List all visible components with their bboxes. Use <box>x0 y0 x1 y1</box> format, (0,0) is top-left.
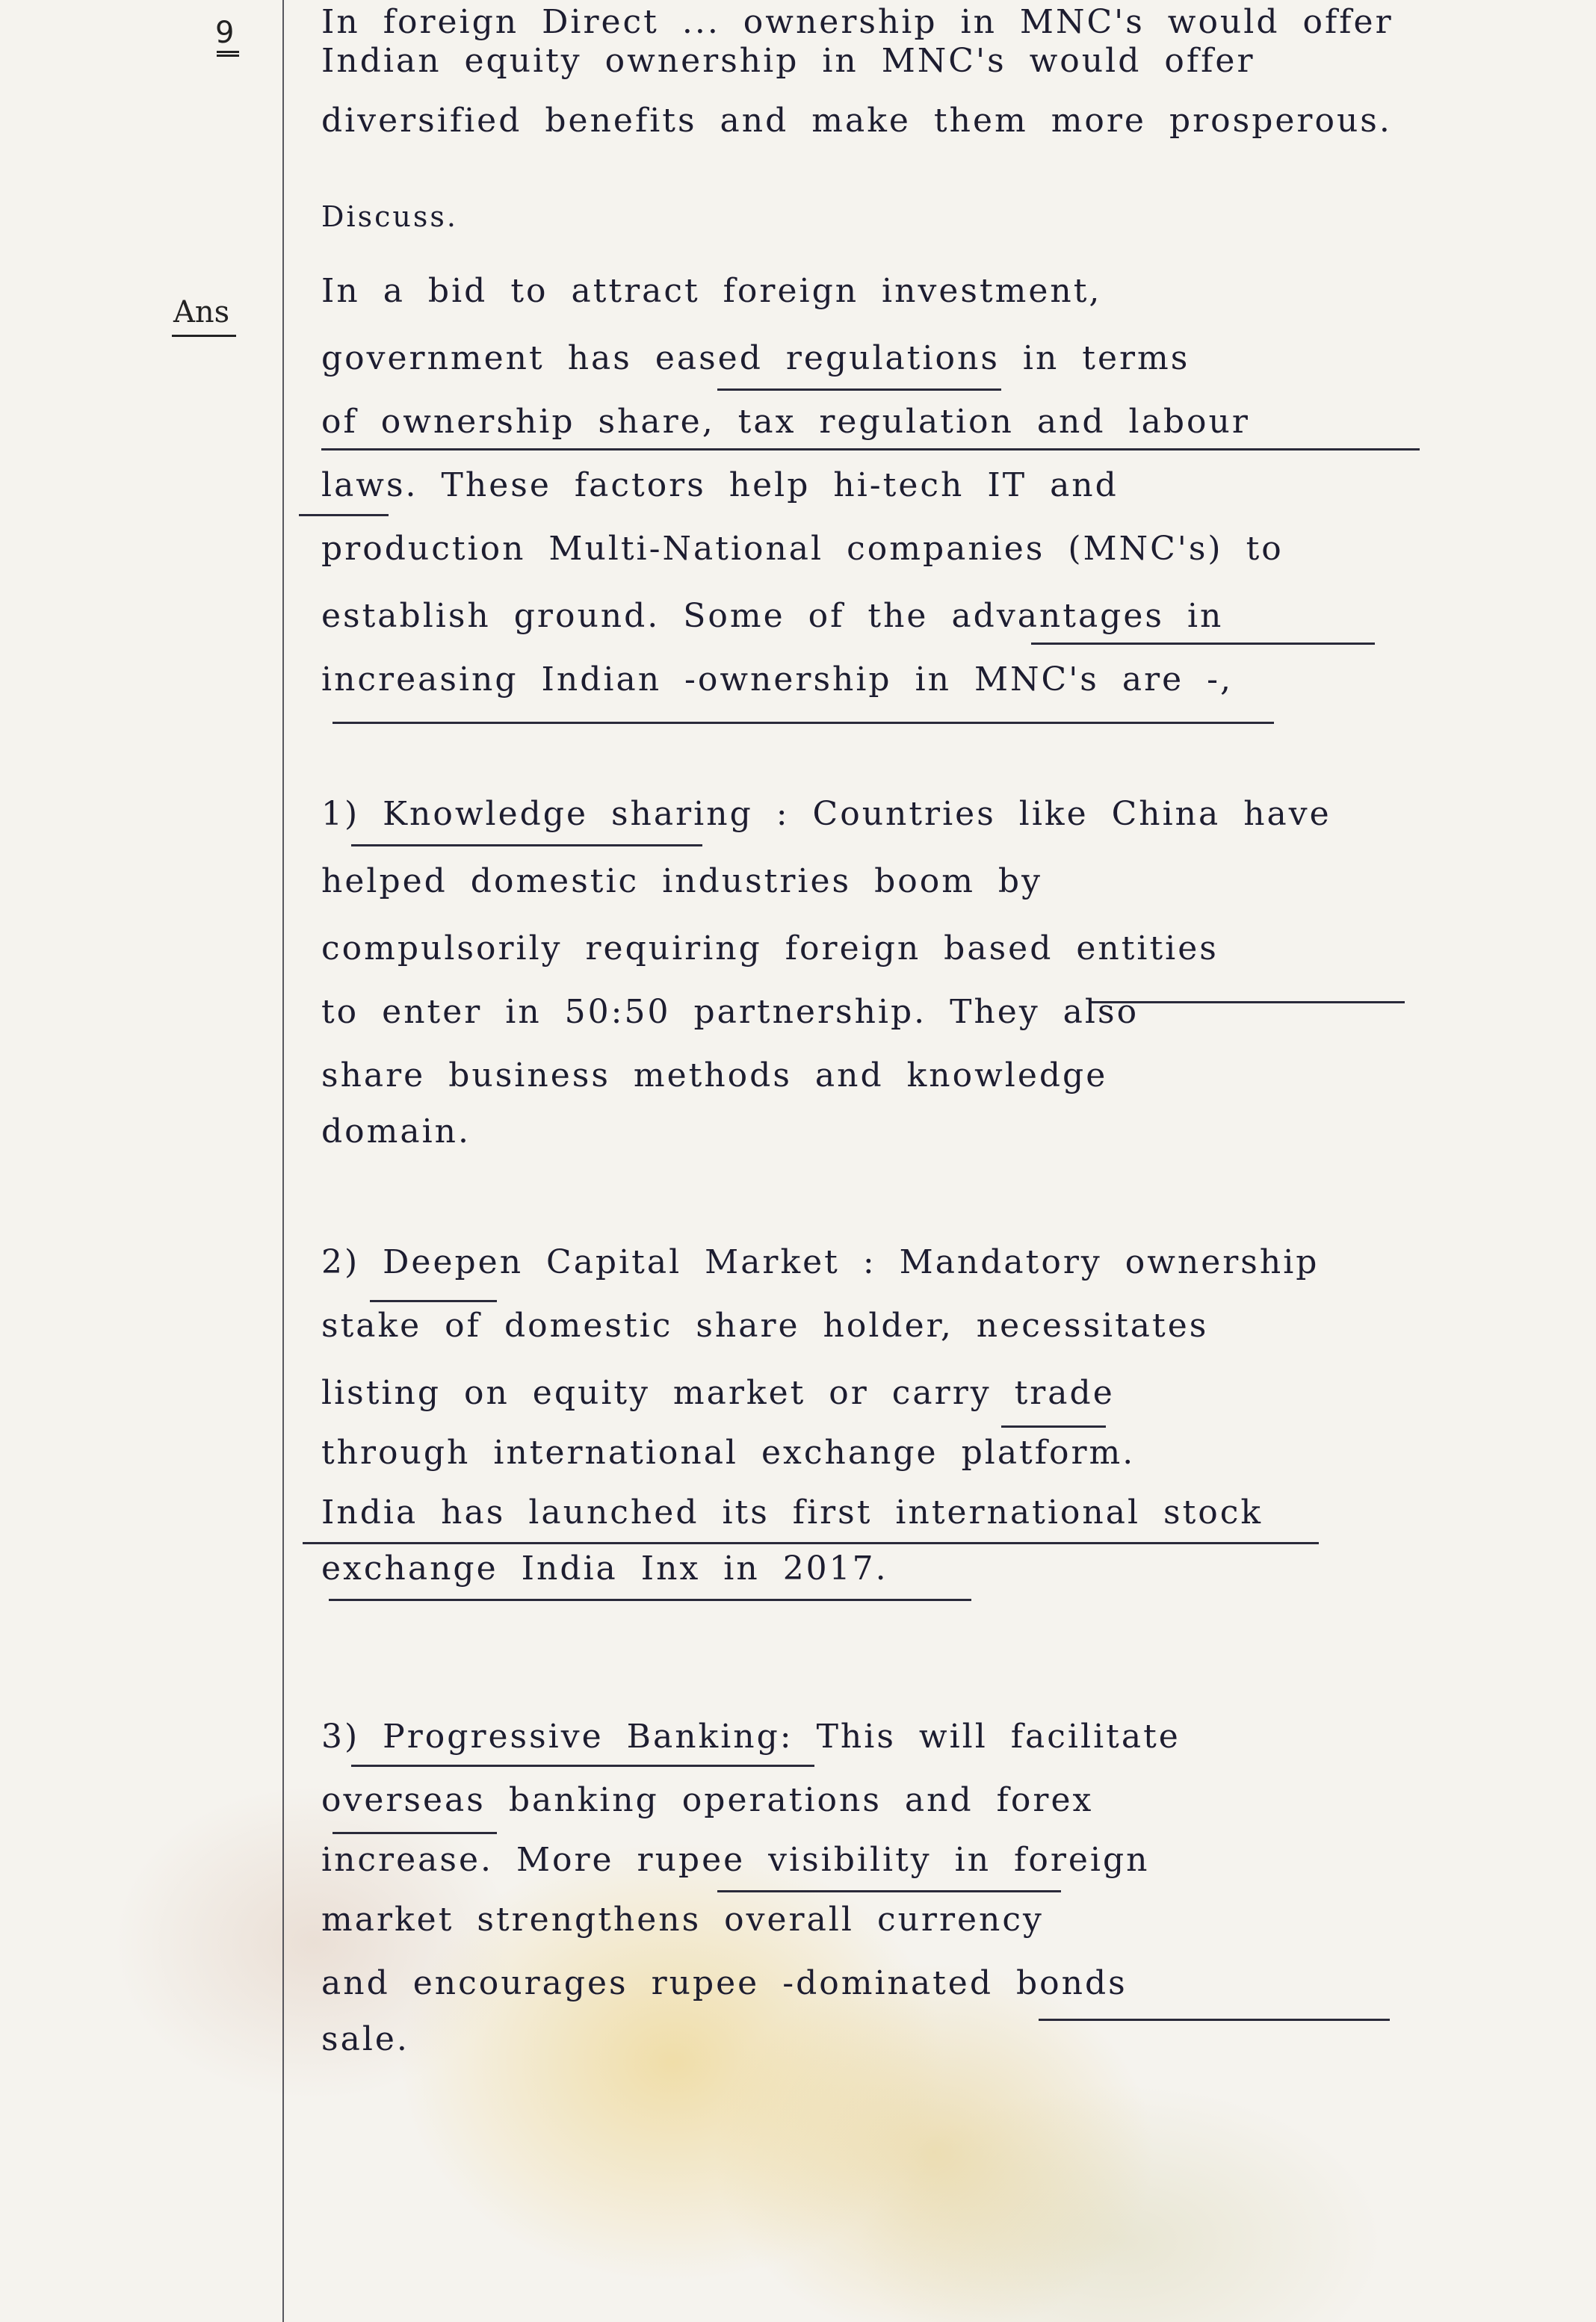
question-line-4: Discuss. <box>321 200 458 233</box>
underline-progressive-banking <box>351 1765 814 1767</box>
underline-carry <box>1001 1425 1106 1428</box>
underline-deepen <box>370 1300 497 1302</box>
answer-line-3: of ownership share, tax regulation and labour <box>321 403 1250 441</box>
answer-line-9: helped domestic industries boom by <box>321 862 1042 900</box>
question-number-underline-2 <box>217 55 239 57</box>
answer-line-16: listing on equity market or carry trade <box>321 1374 1115 1412</box>
underline-rupee-visibility <box>717 1890 1061 1892</box>
answer-line-6: establish ground. Some of the advantages in <box>321 597 1224 635</box>
answer-line-14: 2) Deepen Capital Market : Mandatory ownership <box>321 1243 1320 1281</box>
answer-line-11: to enter in 50:50 partnership. They also <box>321 993 1139 1031</box>
underline-increasing <box>332 722 1274 724</box>
question-line-2: Indian equity ownership in MNC's would offer <box>321 42 1255 80</box>
answer-line-20: 3) Progressive Banking: This will facilitate <box>321 1718 1181 1756</box>
underline-overseas <box>332 1832 497 1834</box>
underline-knowledge-sharing <box>351 844 702 846</box>
answer-label: Ans <box>173 295 230 329</box>
underline-regulations <box>717 388 1001 391</box>
answer-line-21: overseas banking operations and forex <box>321 1781 1094 1819</box>
answer-line-19: exchange India Inx in 2017. <box>321 1549 888 1588</box>
answer-line-25: sale. <box>321 2020 409 2058</box>
answer-line-1: In a bid to attract foreign investment, <box>321 272 1102 310</box>
answer-line-7: increasing Indian -ownership in MNC's are -, <box>321 660 1234 699</box>
answer-label-underline <box>172 335 236 337</box>
question-number-text: 9 <box>215 16 235 50</box>
answer-line-15: stake of domestic share holder, necessitates <box>321 1307 1209 1345</box>
answer-line-24: and encourages rupee -dominated bonds <box>321 1964 1128 2002</box>
underline-india-launched <box>303 1542 1319 1544</box>
question-line-3: diversified benefits and make them more prosperous. <box>321 102 1392 140</box>
answer-line-12: share business methods and knowledge <box>321 1056 1108 1095</box>
answer-line-10: compulsorily requiring foreign based entities <box>321 929 1219 967</box>
margin-line <box>282 0 284 2322</box>
underline-advantages <box>1031 643 1375 645</box>
underline-laws <box>299 514 389 516</box>
answer-line-22: increase. More rupee visibility in foreign <box>321 1841 1150 1879</box>
question-number-underline <box>217 51 239 53</box>
answer-line-23: market strengthens overall currency <box>321 1901 1044 1939</box>
question-line-1: In foreign Direct ... ownership in MNC's would offer <box>321 3 1394 41</box>
answer-line-8: 1) Knowledge sharing : Countries like China have <box>321 795 1331 833</box>
underline-india-inx <box>329 1599 971 1601</box>
question-number <box>215 16 239 57</box>
answer-line-13: domain. <box>321 1112 471 1151</box>
answer-line-18: India has launched its first international stock <box>321 1493 1264 1532</box>
underline-ownership <box>321 448 1420 451</box>
answer-line-2: government has eased regulations in terms <box>321 339 1190 377</box>
answer-line-4: laws. These factors help hi-tech IT and <box>321 466 1119 504</box>
answer-line-5: production Multi-National companies (MNC's) to <box>321 530 1284 568</box>
answer-line-17: through international exchange platform. <box>321 1434 1136 1472</box>
